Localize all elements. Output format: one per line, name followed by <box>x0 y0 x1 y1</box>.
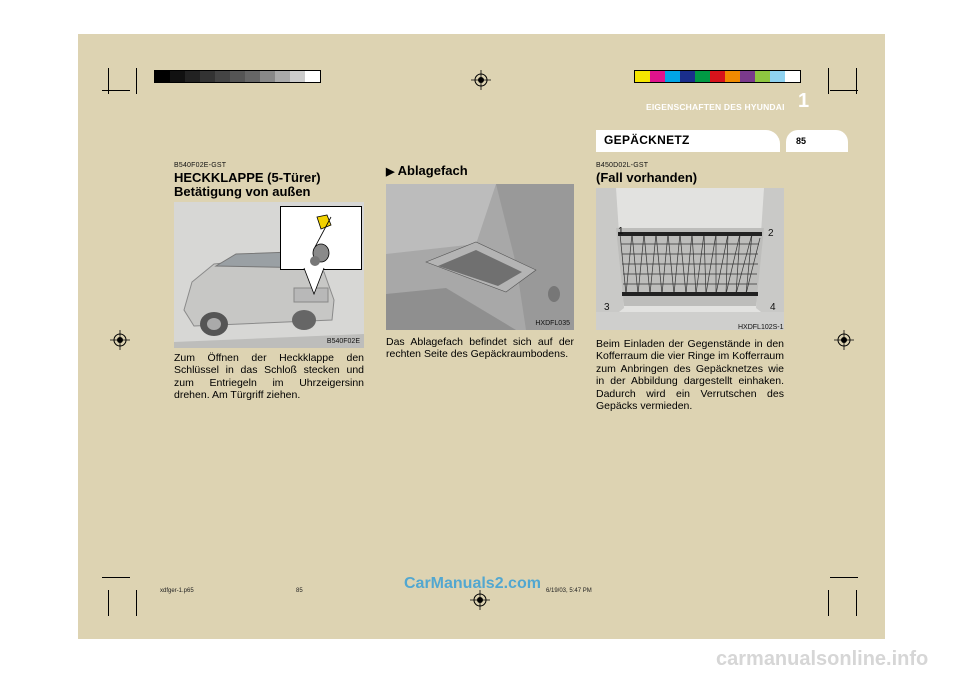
section-tab-title: GEPÄCKNETZ <box>604 133 690 147</box>
gray-swatch <box>200 71 215 82</box>
crop-mark <box>108 590 109 616</box>
gray-swatch <box>185 71 200 82</box>
heading-line: HECKKLAPPE (5-Türer) <box>174 170 321 185</box>
subsection-heading-text: Ablagefach <box>397 163 468 178</box>
gray-swatch <box>215 71 230 82</box>
page-number: 85 <box>796 136 807 146</box>
body-text: Zum Öffnen der Heckklappe den Schlüssel in das Schloß stecken und zum Entriegeln im Uhrzeigersinn drehen. Am Türgriff ziehen. <box>174 352 364 402</box>
body-text: Das Ablagefach befindet sich auf der rechten Seite des Gepäckraumbodens. <box>386 336 574 361</box>
gray-swatch <box>275 71 290 82</box>
footer-filename: xdfger-1.p65 <box>160 588 194 594</box>
storage-tray-drawing <box>386 184 574 330</box>
color-swatch <box>740 71 755 82</box>
crop-mark <box>136 590 137 616</box>
ring-label-4: 4 <box>770 302 776 313</box>
crop-mark <box>830 90 858 91</box>
section-code: B540F02E-GST <box>174 162 227 169</box>
image-caption: HXDFL035 <box>535 320 570 327</box>
registration-crosshair-icon <box>470 590 490 610</box>
crop-mark <box>102 577 130 578</box>
section-heading <box>174 171 321 199</box>
gray-swatch <box>305 71 320 82</box>
color-swatch <box>770 71 785 82</box>
gray-swatch <box>230 71 245 82</box>
body-text: Beim Einladen der Gegenstände in den Kofferraum die vier Ringe im Kofferraum zum Anbringen des Gepäcknetzes wie in der Abbildung dargestellt einhaken. Dadurch wird ein Verrutschen des Gepäcks vermieden. <box>596 338 784 413</box>
color-swatch <box>665 71 680 82</box>
ring-label-1: 1 <box>618 226 624 237</box>
cargo-net-drawing <box>596 188 784 330</box>
color-swatch <box>725 71 740 82</box>
color-swatch <box>695 71 710 82</box>
tailgate-illustration <box>174 202 364 348</box>
inset-pointer <box>174 202 364 348</box>
page-number-tab <box>786 130 848 152</box>
crop-mark <box>828 590 829 616</box>
manual-page <box>78 34 885 639</box>
bottom-watermark[interactable]: carmanualsonline.info <box>716 648 929 670</box>
gray-swatch <box>245 71 260 82</box>
footer-page: 85 <box>296 588 303 594</box>
registration-crosshair-icon <box>834 330 854 350</box>
section-tab <box>596 130 780 152</box>
heading-line: Betätigung von außen <box>174 184 311 199</box>
cargo-net-photo <box>596 188 784 330</box>
crop-mark <box>108 68 109 94</box>
watermark-carmanuals2[interactable]: CarManuals2.com <box>404 575 541 592</box>
crop-mark <box>136 68 137 94</box>
image-caption: B540F02E <box>326 338 360 345</box>
ring-label-3: 3 <box>604 302 610 313</box>
registration-crosshair-icon <box>471 70 491 90</box>
gray-swatch <box>170 71 185 82</box>
ring-label-2: 2 <box>768 228 774 239</box>
color-swatch <box>680 71 695 82</box>
color-swatch <box>785 71 800 82</box>
grayscale-registration-bar <box>154 70 321 83</box>
triangle-marker-icon: ▶ <box>386 166 395 178</box>
gray-swatch <box>155 71 170 82</box>
crop-mark <box>828 68 829 94</box>
crop-mark <box>102 90 130 91</box>
section-code: B450D02L-GST <box>596 162 649 169</box>
chapter-title: EIGENSCHAFTEN DES HYUNDAI <box>646 102 785 112</box>
crop-mark <box>830 577 858 578</box>
chapter-number: 1 <box>798 90 810 112</box>
color-swatch <box>650 71 665 82</box>
storage-tray-photo <box>386 184 574 330</box>
color-registration-bar <box>634 70 801 83</box>
gray-swatch <box>260 71 275 82</box>
color-swatch <box>635 71 650 82</box>
color-swatch <box>755 71 770 82</box>
crop-mark <box>856 590 857 616</box>
gray-swatch <box>290 71 305 82</box>
footer-date: 6/19/03, 5:47 PM <box>546 588 592 594</box>
section-heading: (Fall vorhanden) <box>596 170 698 185</box>
image-caption: HXDFL102S-1 <box>738 324 784 331</box>
registration-crosshair-icon <box>110 330 130 350</box>
subsection-heading <box>386 164 468 179</box>
color-swatch <box>710 71 725 82</box>
